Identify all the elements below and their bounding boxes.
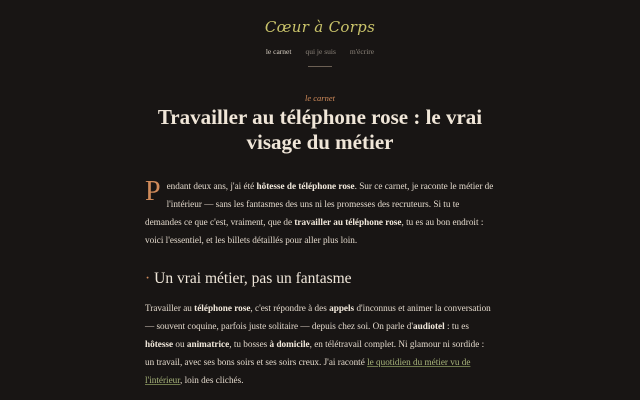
body-strong: audiotel	[413, 321, 445, 331]
body-text: , en télétravail complet. Ni glamour ni sordide : un travail, avec ses bons soirs et ses soirs creux. J'ai raconté	[145, 339, 485, 367]
lead-strong: travailler au téléphone rose	[294, 217, 402, 227]
lead-paragraph	[145, 177, 495, 249]
body-strong: hôtesse	[145, 339, 174, 349]
lead-text: endant deux ans, j'ai été	[166, 181, 257, 191]
body-strong: à domicile	[269, 339, 310, 349]
main-nav	[0, 47, 640, 56]
body-text: , loin des clichés.	[179, 375, 244, 385]
nav-item-carnet[interactable]: le carnet	[265, 47, 292, 56]
quotidien-link[interactable]: le quotidien du métier vu de l'intérieur	[145, 357, 471, 385]
lead-strong: hôtesse de téléphone rose	[256, 181, 355, 191]
heading-bullet: ·	[145, 270, 151, 287]
body-strong: téléphone rose	[194, 303, 251, 313]
nav-item-ecrire[interactable]: m'écrire	[349, 47, 375, 56]
body-text: : tu es	[444, 321, 469, 331]
body-strong: appels	[329, 303, 355, 313]
dropcap: P	[145, 176, 161, 207]
article-title: Travailler au téléphone rose : le vrai visage du métier	[157, 105, 483, 154]
body-strong: animatrice	[186, 339, 230, 349]
body-text: , tu bosses	[229, 339, 270, 349]
site-logo[interactable]: Cœur à Corps	[264, 18, 376, 36]
section-heading	[145, 269, 495, 289]
nav-divider	[308, 66, 332, 67]
nav-item-qui-je-suis[interactable]: qui je suis	[305, 47, 336, 56]
body-text: ou	[173, 339, 187, 349]
section-paragraph	[145, 299, 495, 389]
body-text: , c'est répondre à des	[250, 303, 330, 313]
body-text: d'inconnus et animer la conversation — souvent coquine, parfois juste solitaire — depuis chez soi. On parle d'	[145, 303, 491, 331]
lead-text: , tu es au bon endroit : voici l'essentiel, et les billets détaillés pour aller plus loin.	[145, 217, 484, 245]
site-header	[0, 0, 640, 67]
lead-text: . Sur ce carnet, je raconte le métier de l'intérieur — sans les fantasmes des uns ni les promesses des recruteurs. Si tu te demandes ce que c'est, vraiment, que de	[145, 181, 494, 227]
section-heading-text: Un vrai métier, pas un fantasme	[154, 270, 352, 287]
body-text: Travailler au	[145, 303, 195, 313]
article	[145, 93, 495, 389]
article-kicker[interactable]: le carnet	[305, 93, 335, 103]
